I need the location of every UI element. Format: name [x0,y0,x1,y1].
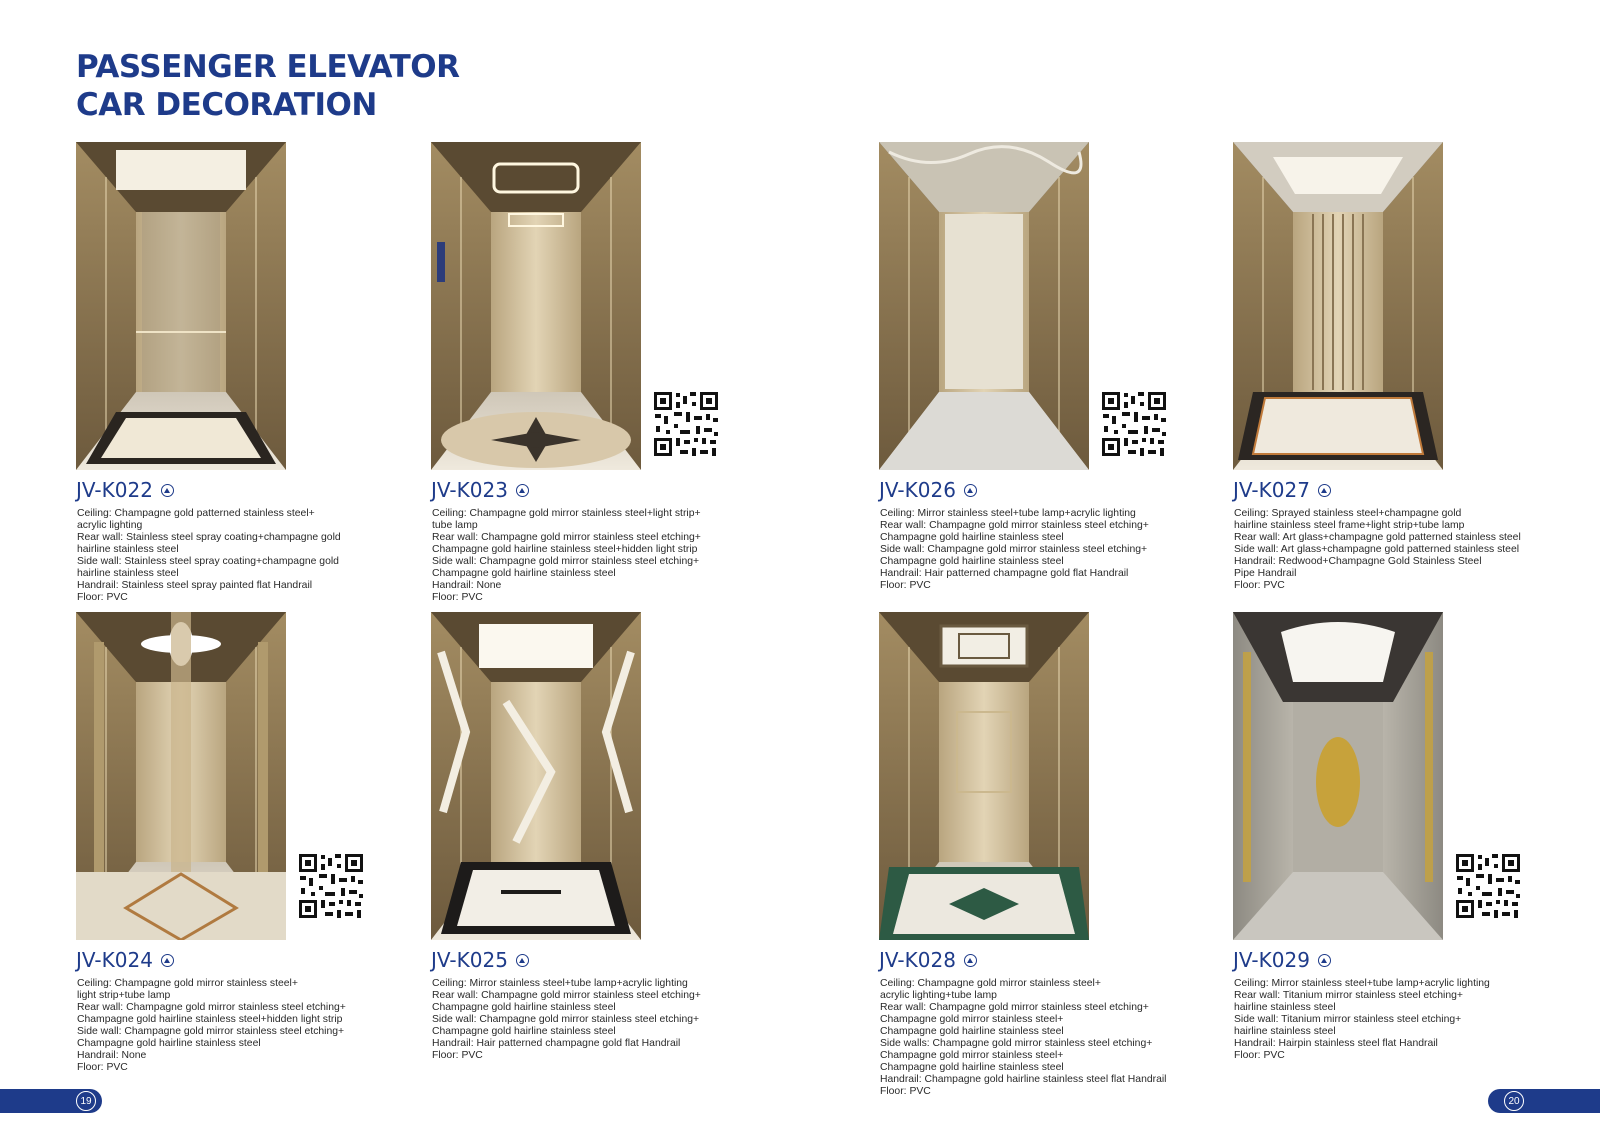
arrow-up-circle-icon [964,954,977,967]
product-specs [432,978,732,1062]
product-code: JV-K028 [879,948,977,972]
product-specs [1234,978,1534,1062]
arrow-up-circle-icon [1318,954,1331,967]
spec-side-wall: Side wall: Stainless steel spray coating+champagne gold hairline stainless steel [77,556,339,579]
spec-floor: Floor: PVC [77,592,128,603]
spec-side-wall: Side wall: Champagne gold mirror stainless steel etching+ Champagne gold hairline stainless steel [880,544,1148,567]
spec-ceiling: Ceiling: Mirror stainless steel+tube lamp+acrylic lighting [432,978,688,989]
spec-side-wall: Side wall: Art glass+champagne gold patterned stainless steel [1234,544,1520,555]
spec-floor: Floor: PVC [880,1086,931,1097]
spec-floor: Floor: PVC [77,1062,128,1073]
qr-code-icon [1100,390,1168,458]
arrow-up-circle-icon [964,484,977,497]
spec-ceiling: Ceiling: Mirror stainless steel+tube lamp+acrylic lighting [1234,978,1490,989]
page-number-right: 20 [1504,1091,1524,1111]
spec-floor: Floor: PVC [1234,1050,1285,1061]
spec-handrail: Handrail: Champagne gold hairline stainless steel flat Handrail [880,1074,1167,1085]
product-specs [432,508,732,604]
product-code: JV-K024 [76,948,174,972]
product-code: JV-K027 [1233,478,1331,502]
elevator-image-k022 [76,142,286,470]
spec-ceiling: Ceiling: Champagne gold patterned stainless steel+ acrylic lighting [77,508,315,531]
spec-ceiling: Ceiling: Champagne gold mirror stainless steel+ light strip+tube lamp [77,978,298,1001]
page-number-left: 19 [76,1091,96,1111]
product-specs [1234,508,1534,592]
product-code: JV-K029 [1233,948,1331,972]
title-line-1: PASSENGER ELEVATOR [76,49,460,85]
spec-side-wall: Side wall: Champagne gold mirror stainless steel etching+ Champagne gold hairline stainless steel [432,1014,700,1037]
spec-handrail: Handrail: None [432,580,502,591]
spec-ceiling: Ceiling: Champagne gold mirror stainless steel+light strip+ tube lamp [432,508,701,531]
arrow-up-circle-icon [516,484,529,497]
elevator-image-k023 [431,142,641,470]
product-code: JV-K022 [76,478,174,502]
page-title [76,48,459,124]
elevator-image-k027 [1233,142,1443,470]
spec-ceiling: Ceiling: Sprayed stainless steel+champagne gold hairline stainless steel frame+light strip+tube lamp [1234,508,1465,531]
spec-handrail: Handrail: Stainless steel spray painted flat Handrail [77,580,313,591]
spec-rear-wall: Rear wall: Champagne gold mirror stainless steel etching+ Champagne gold hairline stainless steel+hidden light strip [77,1002,346,1025]
spec-ceiling: Ceiling: Champagne gold mirror stainless steel+ acrylic lighting+tube lamp [880,978,1101,1001]
arrow-up-circle-icon [161,954,174,967]
product-code: JV-K025 [431,948,529,972]
arrow-up-circle-icon [1318,484,1331,497]
spec-rear-wall: Rear wall: Titanium mirror stainless steel etching+ hairline stainless steel [1234,990,1463,1013]
title-line-2: CAR DECORATION [76,87,377,123]
spec-rear-wall: Rear wall: Champagne gold mirror stainless steel etching+ Champagne gold hairline stainless steel [432,990,701,1013]
elevator-image-k026 [879,142,1089,470]
spec-rear-wall: Rear wall: Champagne gold mirror stainless steel etching+ Champagne gold mirror stainless steel+ Champagne gold hairline stainless steel [880,1002,1149,1037]
qr-code-icon [1454,852,1522,920]
elevator-image-k028 [879,612,1089,940]
spec-handrail: Handrail: Hair patterned champagne gold flat Handrail [432,1038,681,1049]
spec-floor: Floor: PVC [432,592,483,603]
product-code: JV-K023 [431,478,529,502]
spec-side-wall: Side wall: Titanium mirror stainless steel etching+ hairline stainless steel [1234,1014,1462,1037]
spec-floor: Floor: PVC [880,580,931,591]
spec-rear-wall: Rear wall: Champagne gold mirror stainless steel etching+ Champagne gold hairline stainless steel [880,520,1149,543]
spec-side-wall: Side walls: Champagne gold mirror stainless steel etching+ Champagne gold mirror stainless steel+ Champagne gold hairline stainless steel [880,1038,1153,1073]
elevator-image-k029 [1233,612,1443,940]
elevator-image-k024 [76,612,286,940]
product-specs [77,978,377,1074]
spec-rear-wall: Rear wall: Stainless steel spray coating+champagne gold hairline stainless steel [77,532,341,555]
product-specs [880,508,1180,592]
product-specs [880,978,1180,1098]
spec-handrail: Handrail: Hairpin stainless steel flat Handrail [1234,1038,1438,1049]
qr-code-icon [297,852,365,920]
spec-handrail: Handrail: Redwood+Champagne Gold Stainless Steel Pipe Handrail [1234,556,1482,579]
spec-floor: Floor: PVC [1234,580,1285,591]
spec-ceiling: Ceiling: Mirror stainless steel+tube lamp+acrylic lighting [880,508,1136,519]
spec-floor: Floor: PVC [432,1050,483,1061]
arrow-up-circle-icon [161,484,174,497]
spec-rear-wall: Rear wall: Champagne gold mirror stainless steel etching+ Champagne gold hairline stainless steel+hidden light strip [432,532,701,555]
product-specs [77,508,377,604]
spec-rear-wall: Rear wall: Art glass+champagne gold patterned stainless steel [1234,532,1521,543]
qr-code-icon [652,390,720,458]
spec-side-wall: Side wall: Champagne gold mirror stainless steel etching+ Champagne gold hairline stainless steel [77,1026,345,1049]
spec-side-wall: Side wall: Champagne gold mirror stainless steel etching+ Champagne gold hairline stainless steel [432,556,700,579]
product-code: JV-K026 [879,478,977,502]
spec-handrail: Handrail: Hair patterned champagne gold flat Handrail [880,568,1129,579]
arrow-up-circle-icon [516,954,529,967]
spec-handrail: Handrail: None [77,1050,147,1061]
elevator-image-k025 [431,612,641,940]
